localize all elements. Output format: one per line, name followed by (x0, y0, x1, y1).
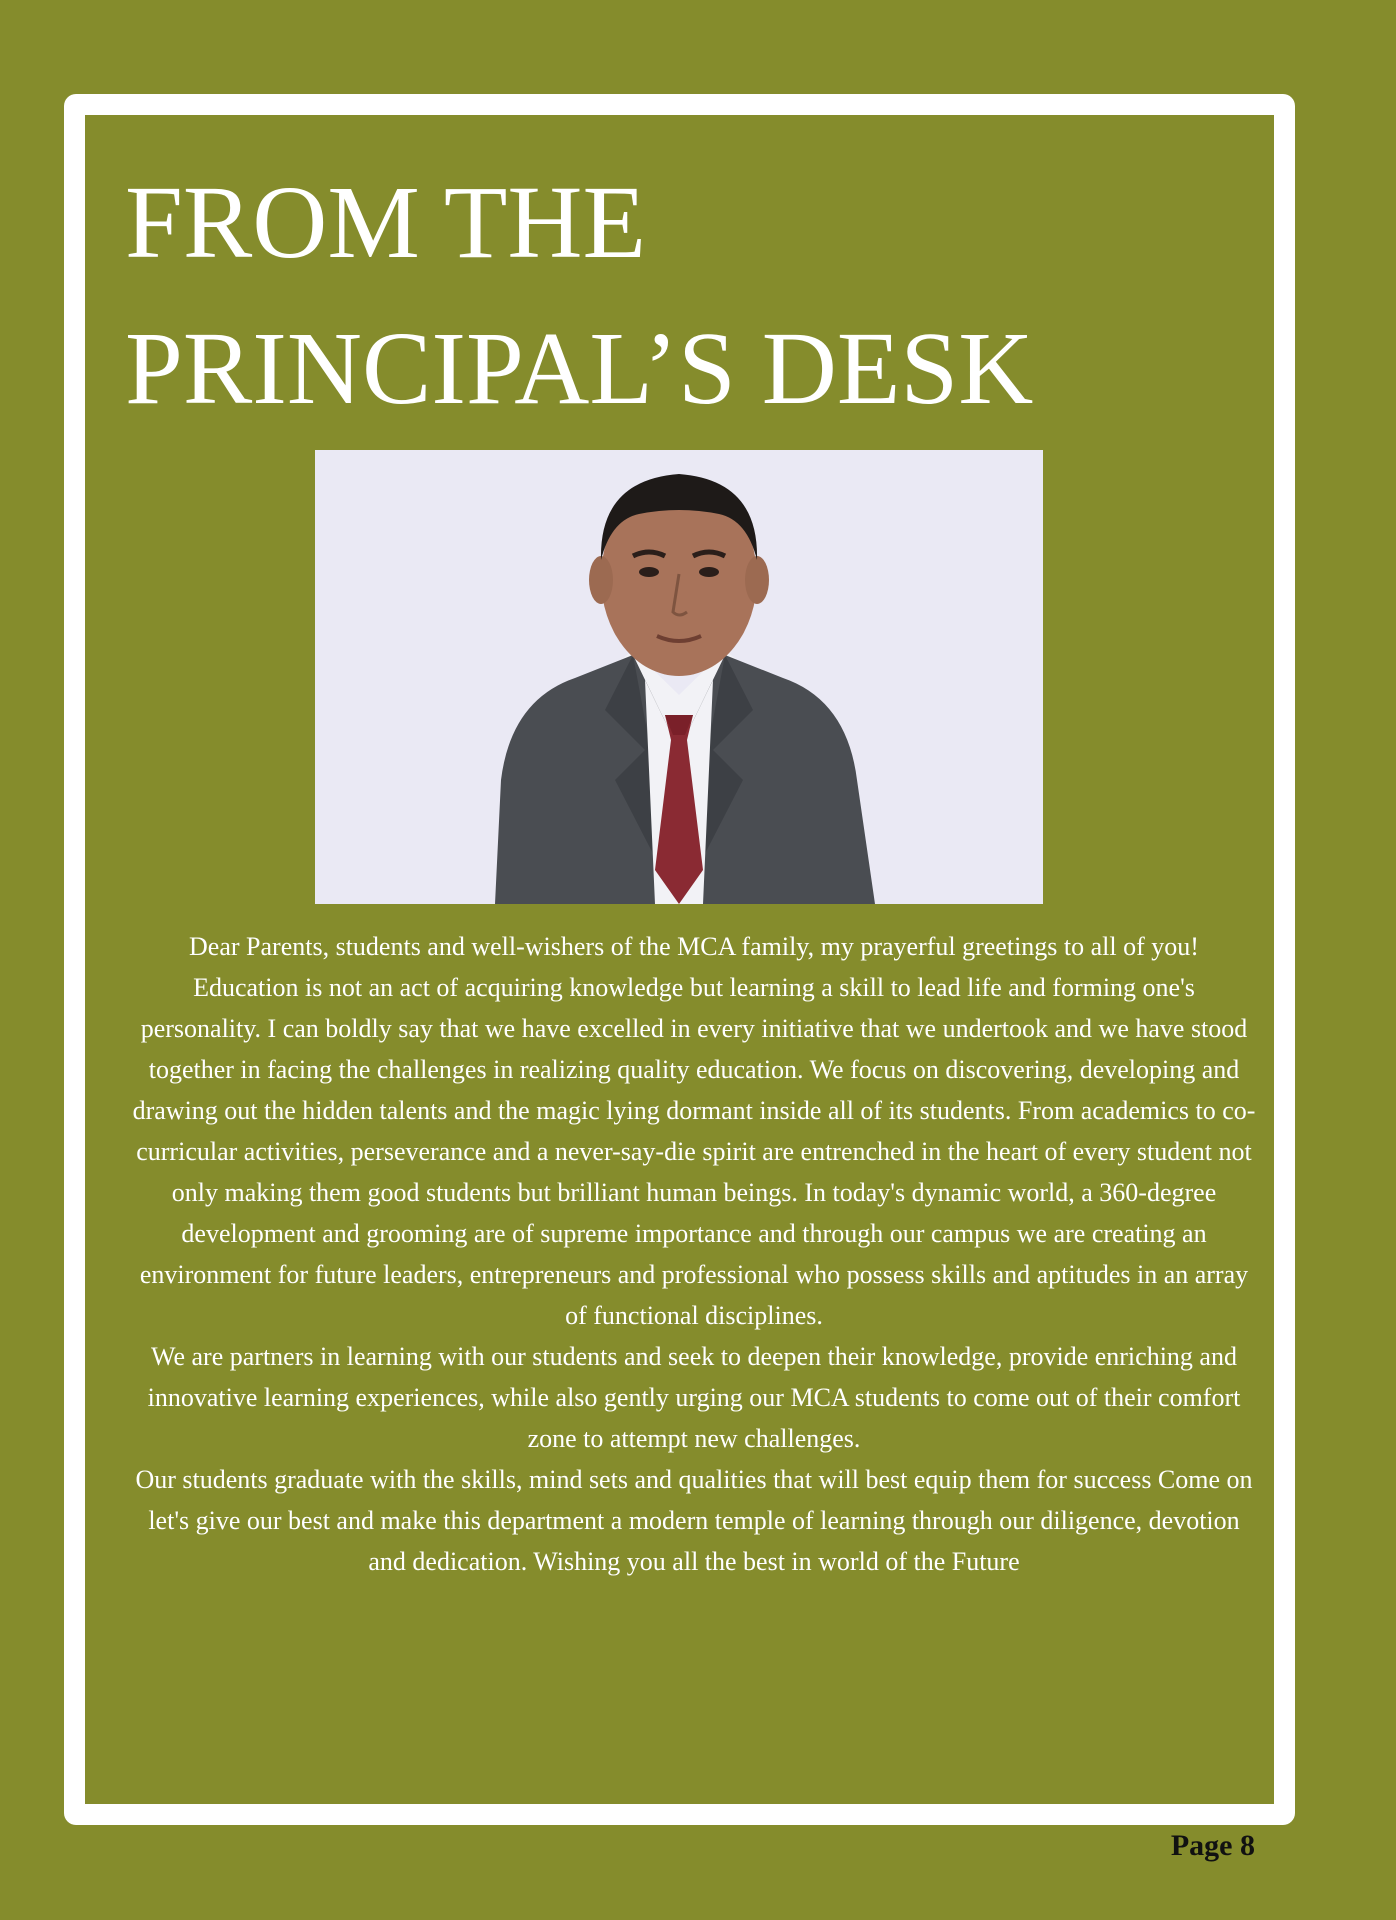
page-number: Page 8 (1170, 1829, 1255, 1862)
page-title-line-1: FROM THE (125, 165, 647, 280)
message-paragraph: Dear Parents, students and well-wishers of the MCA family, my prayerful greetings to all of you! (189, 932, 1199, 961)
principal-portrait-icon (315, 450, 1043, 904)
message-paragraph: Our students graduate with the skills, mind sets and qualities that will best equip them for success Come on let's give our best and make this department a modern temple of learning through our diligence, devotion and dedication. Wishing you all the best in world of the Future (135, 1465, 1253, 1576)
message-paragraph: We are partners in learning with our students and seek to deepen their knowledge, provide enriching and innovative learning experiences, while also gently urging our MCA students to come out of their comfort zone to attempt new challenges. (147, 1342, 1241, 1453)
principal-message (130, 926, 1258, 1582)
page-title-line-2: PRINCIPAL’S DESK (125, 311, 1034, 426)
principal-photo (315, 450, 1043, 904)
message-paragraph: Education is not an act of acquiring knowledge but learning a skill to lead life and forming one's personality. I can boldly say that we have excelled in every initiative that we undertook and we have stood together in facing the challenges in realizing quality education. We focus on discovering, developing and drawing out the hidden talents and the magic lying dormant inside all of its students. From academics to co-curricular activities, perseverance and a never-say-die spirit are entrenched in the heart of every student not only making them good students but brilliant human beings. In today's dynamic world, a 360-degree development and grooming are of supreme importance and through our campus we are creating an environment for future leaders, entrepreneurs and professional who possess skills and aptitudes in an array of functional disciplines. (132, 973, 1256, 1330)
page-title (125, 150, 1033, 442)
